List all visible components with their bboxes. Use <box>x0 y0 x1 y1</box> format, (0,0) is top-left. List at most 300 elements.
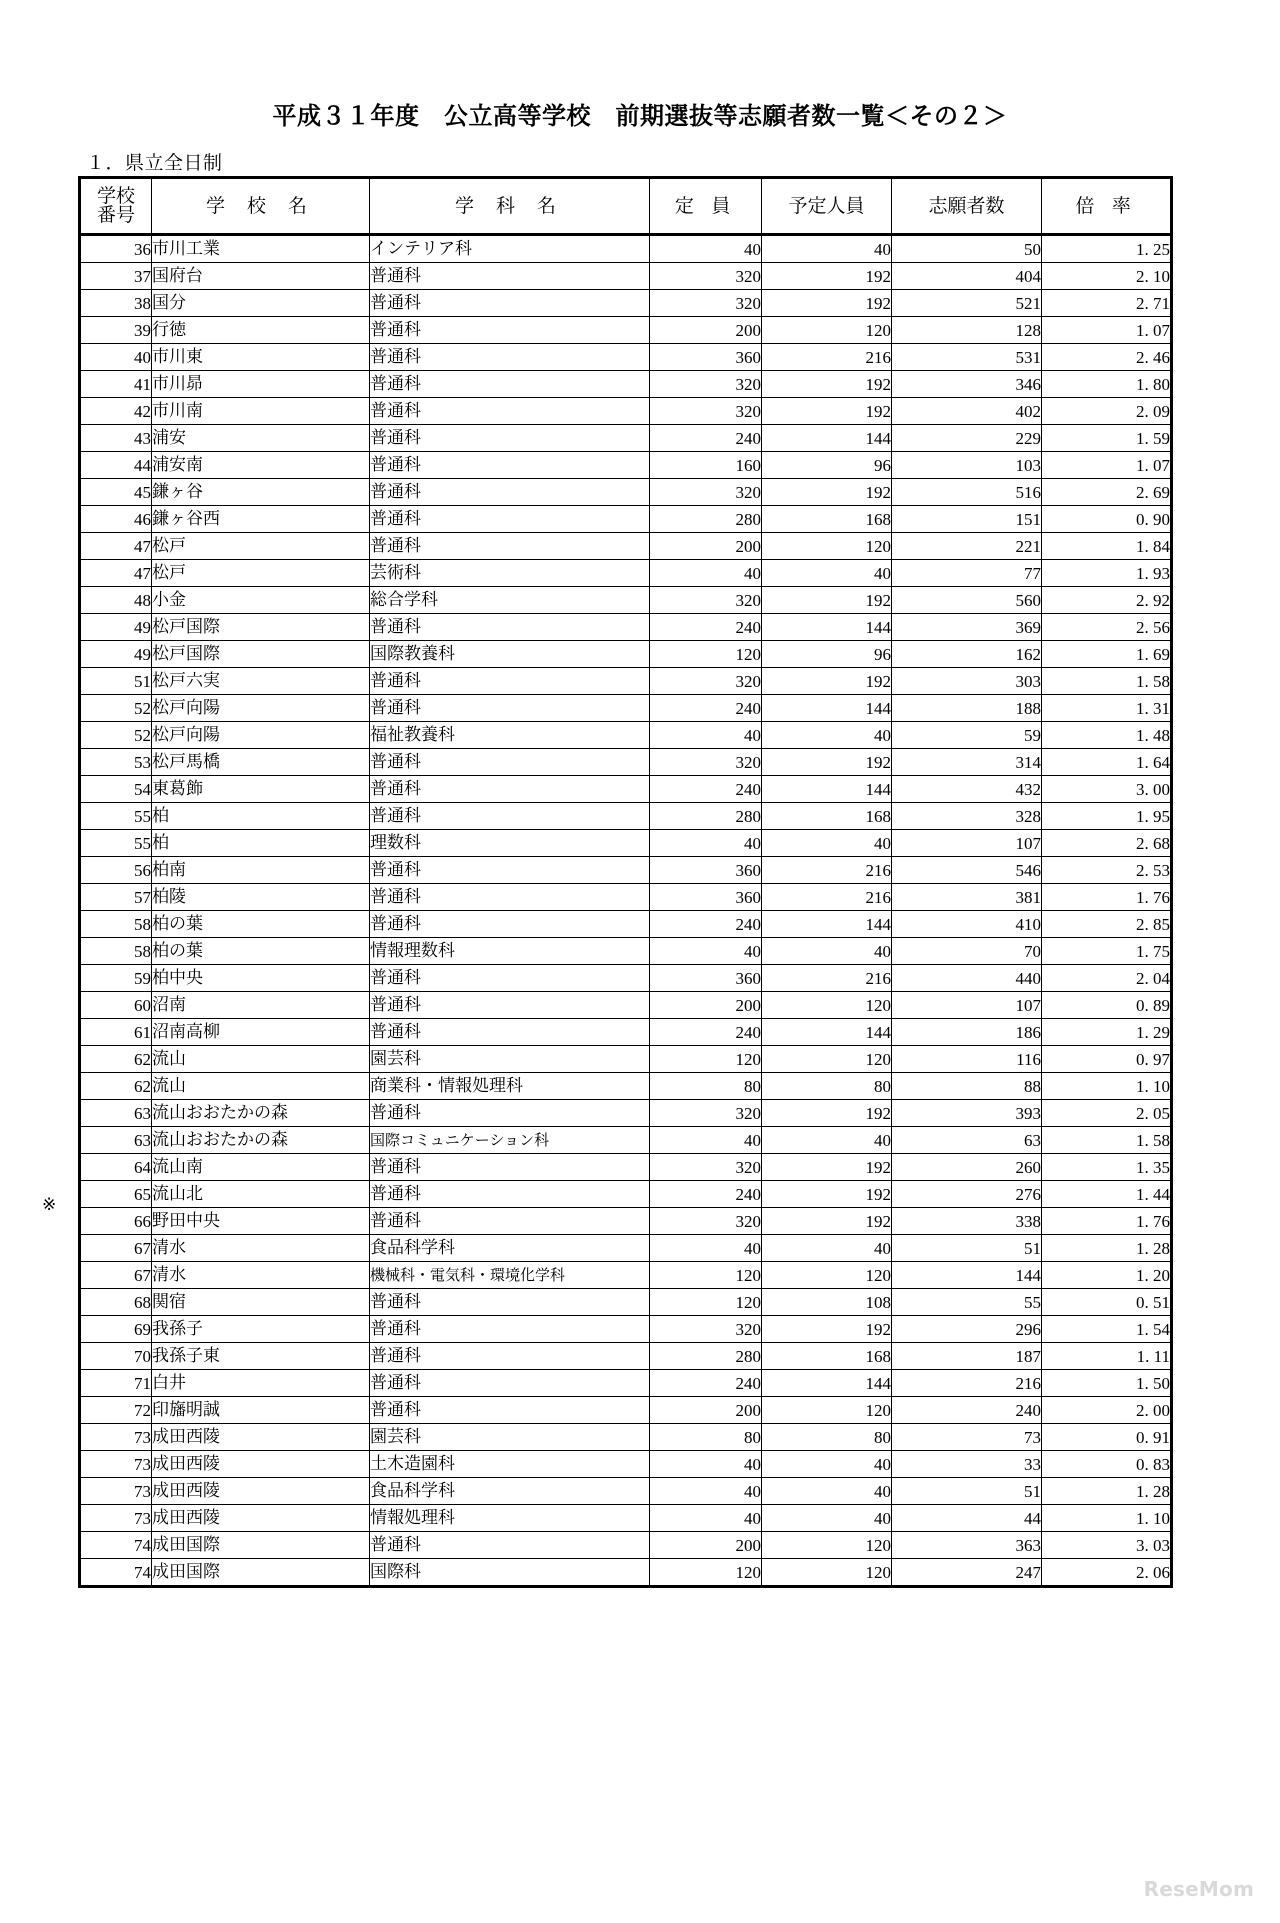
cell-ratio: 1. 29 <box>1042 1019 1172 1046</box>
cell-applicants: 516 <box>892 479 1042 506</box>
cell-dept: 普通科 <box>370 1532 650 1559</box>
cell-ratio: 2. 04 <box>1042 965 1172 992</box>
cell-ratio: 1. 07 <box>1042 452 1172 479</box>
cell-ratio: 1. 20 <box>1042 1262 1172 1289</box>
cell-dept: 普通科 <box>370 1289 650 1316</box>
cell-school: 浦安 <box>152 425 370 452</box>
cell-dept: 総合学科 <box>370 587 650 614</box>
cell-dept: 普通科 <box>370 857 650 884</box>
cell-applicants: 144 <box>892 1262 1042 1289</box>
cell-school: 清水 <box>152 1235 370 1262</box>
cell-planned: 40 <box>762 1127 892 1154</box>
cell-no: 62 <box>80 1073 152 1100</box>
table-row <box>80 803 1172 830</box>
cell-planned: 40 <box>762 1235 892 1262</box>
cell-dept: 福祉教養科 <box>370 722 650 749</box>
cell-ratio: 1. 28 <box>1042 1478 1172 1505</box>
cell-planned: 168 <box>762 803 892 830</box>
cell-applicants: 531 <box>892 344 1042 371</box>
table-row <box>80 749 1172 776</box>
cell-ratio: 1. 35 <box>1042 1154 1172 1181</box>
cell-applicants: 187 <box>892 1343 1042 1370</box>
cell-ratio: 1. 10 <box>1042 1073 1172 1100</box>
cell-capacity: 360 <box>650 344 762 371</box>
cell-dept: 普通科 <box>370 749 650 776</box>
table-row <box>80 1316 1172 1343</box>
cell-no: 52 <box>80 695 152 722</box>
cell-planned: 192 <box>762 1100 892 1127</box>
cell-no: 71 <box>80 1370 152 1397</box>
cell-capacity: 160 <box>650 452 762 479</box>
cell-applicants: 188 <box>892 695 1042 722</box>
cell-ratio: 1. 75 <box>1042 938 1172 965</box>
cell-ratio: 2. 92 <box>1042 587 1172 614</box>
cell-ratio: 1. 31 <box>1042 695 1172 722</box>
cell-no: 68 <box>80 1289 152 1316</box>
cell-applicants: 328 <box>892 803 1042 830</box>
cell-no: 45 <box>80 479 152 506</box>
cell-ratio: 1. 54 <box>1042 1316 1172 1343</box>
cell-applicants: 162 <box>892 641 1042 668</box>
cell-no: 41 <box>80 371 152 398</box>
cell-no: 60 <box>80 992 152 1019</box>
cell-school: 成田国際 <box>152 1532 370 1559</box>
cell-capacity: 240 <box>650 776 762 803</box>
table-row <box>80 398 1172 425</box>
table-header <box>80 178 1172 235</box>
cell-capacity: 120 <box>650 1046 762 1073</box>
cell-dept: 普通科 <box>370 1343 650 1370</box>
cell-no: 61 <box>80 1019 152 1046</box>
cell-school: 松戸向陽 <box>152 695 370 722</box>
cell-school: 松戸向陽 <box>152 722 370 749</box>
cell-school: 成田西陵 <box>152 1505 370 1532</box>
cell-ratio: 1. 50 <box>1042 1370 1172 1397</box>
cell-capacity: 40 <box>650 1505 762 1532</box>
cell-no: 49 <box>80 641 152 668</box>
cell-school: 柏 <box>152 830 370 857</box>
table-row <box>80 938 1172 965</box>
cell-applicants: 51 <box>892 1235 1042 1262</box>
cell-applicants: 276 <box>892 1181 1042 1208</box>
cell-ratio: 1. 64 <box>1042 749 1172 776</box>
cell-no: 63 <box>80 1127 152 1154</box>
cell-capacity: 200 <box>650 317 762 344</box>
row-marker-asterisk: ※ <box>42 1194 57 1215</box>
cell-capacity: 280 <box>650 803 762 830</box>
table-row <box>80 1397 1172 1424</box>
cell-school: 柏の葉 <box>152 911 370 938</box>
column-header-ratio: 倍 率 <box>1042 178 1172 235</box>
cell-school: 我孫子東 <box>152 1343 370 1370</box>
cell-planned: 144 <box>762 1019 892 1046</box>
cell-no: 38 <box>80 290 152 317</box>
cell-dept: 機械科・電気科・環境化学科 <box>370 1262 650 1289</box>
table-row <box>80 1046 1172 1073</box>
cell-capacity: 320 <box>650 1316 762 1343</box>
cell-planned: 192 <box>762 263 892 290</box>
cell-ratio: 1. 93 <box>1042 560 1172 587</box>
cell-planned: 168 <box>762 506 892 533</box>
cell-applicants: 103 <box>892 452 1042 479</box>
cell-school: 我孫子 <box>152 1316 370 1343</box>
cell-planned: 192 <box>762 1316 892 1343</box>
cell-applicants: 33 <box>892 1451 1042 1478</box>
cell-dept: 普通科 <box>370 290 650 317</box>
cell-no: 57 <box>80 884 152 911</box>
cell-no: 54 <box>80 776 152 803</box>
cell-ratio: 1. 25 <box>1042 235 1172 263</box>
cell-applicants: 186 <box>892 1019 1042 1046</box>
cell-school: 成田西陵 <box>152 1478 370 1505</box>
table-row <box>80 1181 1172 1208</box>
cell-applicants: 260 <box>892 1154 1042 1181</box>
cell-no: 49 <box>80 614 152 641</box>
cell-no: 51 <box>80 668 152 695</box>
cell-school: 小金 <box>152 587 370 614</box>
cell-dept: 普通科 <box>370 425 650 452</box>
table-row <box>80 695 1172 722</box>
cell-no: 64 <box>80 1154 152 1181</box>
cell-no: 67 <box>80 1262 152 1289</box>
cell-dept: 普通科 <box>370 965 650 992</box>
cell-applicants: 73 <box>892 1424 1042 1451</box>
cell-dept: 普通科 <box>370 1208 650 1235</box>
cell-school: 流山 <box>152 1073 370 1100</box>
cell-school: 松戸 <box>152 560 370 587</box>
cell-school: 市川工業 <box>152 235 370 263</box>
cell-capacity: 320 <box>650 1154 762 1181</box>
cell-applicants: 296 <box>892 1316 1042 1343</box>
cell-capacity: 120 <box>650 1289 762 1316</box>
cell-ratio: 1. 58 <box>1042 1127 1172 1154</box>
cell-ratio: 1. 48 <box>1042 722 1172 749</box>
cell-school: 成田西陵 <box>152 1424 370 1451</box>
cell-dept: 土木造園科 <box>370 1451 650 1478</box>
cell-school: 鎌ヶ谷 <box>152 479 370 506</box>
cell-planned: 216 <box>762 344 892 371</box>
cell-no: 59 <box>80 965 152 992</box>
cell-ratio: 0. 83 <box>1042 1451 1172 1478</box>
cell-school: 行徳 <box>152 317 370 344</box>
column-header-planned: 予定人員 <box>762 178 892 235</box>
table-row <box>80 235 1172 263</box>
table-row <box>80 560 1172 587</box>
cell-capacity: 320 <box>650 1100 762 1127</box>
cell-capacity: 320 <box>650 371 762 398</box>
cell-capacity: 120 <box>650 1262 762 1289</box>
column-header-school-number-line1: 学校 <box>96 185 135 207</box>
cell-school: 成田西陵 <box>152 1451 370 1478</box>
cell-dept: 国際コミュニケーション科 <box>370 1127 650 1154</box>
cell-planned: 40 <box>762 560 892 587</box>
cell-applicants: 247 <box>892 1559 1042 1587</box>
cell-applicants: 63 <box>892 1127 1042 1154</box>
cell-dept: 普通科 <box>370 695 650 722</box>
cell-capacity: 80 <box>650 1073 762 1100</box>
cell-no: 52 <box>80 722 152 749</box>
cell-school: 国分 <box>152 290 370 317</box>
cell-no: 62 <box>80 1046 152 1073</box>
column-header-department: 学 科 名 <box>370 178 650 235</box>
cell-ratio: 1. 10 <box>1042 1505 1172 1532</box>
cell-capacity: 320 <box>650 290 762 317</box>
cell-planned: 120 <box>762 1559 892 1587</box>
column-header-capacity: 定 員 <box>650 178 762 235</box>
cell-no: 70 <box>80 1343 152 1370</box>
column-header-school-number-line2: 番号 <box>96 204 135 226</box>
cell-ratio: 0. 97 <box>1042 1046 1172 1073</box>
cell-ratio: 2. 06 <box>1042 1559 1172 1587</box>
cell-ratio: 2. 05 <box>1042 1100 1172 1127</box>
cell-planned: 144 <box>762 425 892 452</box>
cell-school: 市川南 <box>152 398 370 425</box>
cell-capacity: 40 <box>650 1478 762 1505</box>
cell-planned: 96 <box>762 452 892 479</box>
cell-dept: 普通科 <box>370 992 650 1019</box>
cell-dept: 普通科 <box>370 506 650 533</box>
cell-no: 73 <box>80 1424 152 1451</box>
table-row <box>80 1505 1172 1532</box>
cell-applicants: 369 <box>892 614 1042 641</box>
cell-planned: 216 <box>762 965 892 992</box>
cell-applicants: 128 <box>892 317 1042 344</box>
cell-applicants: 88 <box>892 1073 1042 1100</box>
cell-ratio: 1. 07 <box>1042 317 1172 344</box>
cell-dept: 園芸科 <box>370 1046 650 1073</box>
cell-dept: 情報処理科 <box>370 1505 650 1532</box>
cell-no: 47 <box>80 533 152 560</box>
cell-capacity: 240 <box>650 695 762 722</box>
cell-applicants: 521 <box>892 290 1042 317</box>
cell-planned: 216 <box>762 884 892 911</box>
cell-dept: 普通科 <box>370 776 650 803</box>
table-row <box>80 992 1172 1019</box>
cell-ratio: 0. 91 <box>1042 1424 1172 1451</box>
cell-planned: 108 <box>762 1289 892 1316</box>
cell-applicants: 303 <box>892 668 1042 695</box>
cell-school: 松戸馬橋 <box>152 749 370 776</box>
cell-dept: 食品科学科 <box>370 1478 650 1505</box>
column-header-applicants: 志願者数 <box>892 178 1042 235</box>
cell-capacity: 40 <box>650 722 762 749</box>
table-row <box>80 1073 1172 1100</box>
table-row <box>80 1154 1172 1181</box>
cell-no: 47 <box>80 560 152 587</box>
cell-school: 市川東 <box>152 344 370 371</box>
header-row <box>80 178 1172 235</box>
cell-dept: 普通科 <box>370 668 650 695</box>
cell-planned: 192 <box>762 1208 892 1235</box>
page-title: 平成３１年度 公立高等学校 前期選抜等志願者数一覧＜その２＞ <box>272 102 1008 130</box>
cell-ratio: 1. 76 <box>1042 884 1172 911</box>
cell-no: 55 <box>80 803 152 830</box>
cell-planned: 168 <box>762 1343 892 1370</box>
cell-school: 松戸国際 <box>152 614 370 641</box>
cell-no: 67 <box>80 1235 152 1262</box>
cell-dept: 国際教養科 <box>370 641 650 668</box>
cell-capacity: 200 <box>650 1532 762 1559</box>
table-row <box>80 506 1172 533</box>
cell-planned: 192 <box>762 371 892 398</box>
table-row <box>80 776 1172 803</box>
cell-school: 柏陵 <box>152 884 370 911</box>
cell-dept: 普通科 <box>370 1181 650 1208</box>
table-row <box>80 722 1172 749</box>
cell-no: 43 <box>80 425 152 452</box>
column-header-school-name: 学 校 名 <box>152 178 370 235</box>
cell-dept: 商業科・情報処理科 <box>370 1073 650 1100</box>
cell-dept: 普通科 <box>370 263 650 290</box>
cell-applicants: 107 <box>892 992 1042 1019</box>
cell-applicants: 151 <box>892 506 1042 533</box>
cell-dept: 理数科 <box>370 830 650 857</box>
cell-capacity: 320 <box>650 587 762 614</box>
cell-dept: 普通科 <box>370 1019 650 1046</box>
cell-applicants: 51 <box>892 1478 1042 1505</box>
cell-no: 73 <box>80 1451 152 1478</box>
cell-planned: 192 <box>762 479 892 506</box>
cell-dept: 普通科 <box>370 344 650 371</box>
cell-dept: 情報理数科 <box>370 938 650 965</box>
cell-no: 36 <box>80 235 152 263</box>
table-row <box>80 479 1172 506</box>
table-row <box>80 857 1172 884</box>
cell-school: 流山 <box>152 1046 370 1073</box>
cell-applicants: 229 <box>892 425 1042 452</box>
cell-no: 58 <box>80 938 152 965</box>
cell-capacity: 240 <box>650 1019 762 1046</box>
table-row <box>80 884 1172 911</box>
cell-dept: 普通科 <box>370 614 650 641</box>
cell-school: 柏南 <box>152 857 370 884</box>
cell-applicants: 393 <box>892 1100 1042 1127</box>
cell-capacity: 240 <box>650 425 762 452</box>
column-header-school-number <box>80 178 152 235</box>
cell-no: 69 <box>80 1316 152 1343</box>
cell-capacity: 240 <box>650 911 762 938</box>
cell-applicants: 346 <box>892 371 1042 398</box>
table-row <box>80 1019 1172 1046</box>
cell-dept: 普通科 <box>370 1316 650 1343</box>
table-row <box>80 614 1172 641</box>
cell-capacity: 240 <box>650 1181 762 1208</box>
cell-applicants: 77 <box>892 560 1042 587</box>
cell-dept: 国際科 <box>370 1559 650 1587</box>
cell-planned: 120 <box>762 992 892 1019</box>
table-row <box>80 1127 1172 1154</box>
cell-dept: 普通科 <box>370 1100 650 1127</box>
table-row <box>80 344 1172 371</box>
cell-ratio: 2. 71 <box>1042 290 1172 317</box>
cell-ratio: 1. 69 <box>1042 641 1172 668</box>
cell-applicants: 404 <box>892 263 1042 290</box>
cell-planned: 120 <box>762 1397 892 1424</box>
cell-applicants: 55 <box>892 1289 1042 1316</box>
cell-no: 42 <box>80 398 152 425</box>
table-row <box>80 641 1172 668</box>
table-row <box>80 587 1172 614</box>
cell-planned: 192 <box>762 1181 892 1208</box>
cell-ratio: 1. 59 <box>1042 425 1172 452</box>
cell-capacity: 320 <box>650 668 762 695</box>
table-body <box>80 235 1172 1587</box>
cell-planned: 192 <box>762 668 892 695</box>
section-heading: １．県立全日制 <box>86 152 223 174</box>
cell-ratio: 2. 09 <box>1042 398 1172 425</box>
cell-no: 48 <box>80 587 152 614</box>
table-row <box>80 317 1172 344</box>
cell-no: 58 <box>80 911 152 938</box>
cell-school: 流山おおたかの森 <box>152 1100 370 1127</box>
cell-capacity: 80 <box>650 1424 762 1451</box>
cell-ratio: 0. 51 <box>1042 1289 1172 1316</box>
cell-applicants: 240 <box>892 1397 1042 1424</box>
cell-applicants: 70 <box>892 938 1042 965</box>
cell-capacity: 240 <box>650 614 762 641</box>
cell-applicants: 410 <box>892 911 1042 938</box>
cell-planned: 192 <box>762 587 892 614</box>
cell-no: 46 <box>80 506 152 533</box>
cell-applicants: 560 <box>892 587 1042 614</box>
table-row <box>80 911 1172 938</box>
cell-capacity: 280 <box>650 506 762 533</box>
cell-applicants: 44 <box>892 1505 1042 1532</box>
cell-school: 国府台 <box>152 263 370 290</box>
cell-applicants: 216 <box>892 1370 1042 1397</box>
cell-planned: 120 <box>762 533 892 560</box>
cell-capacity: 40 <box>650 938 762 965</box>
cell-dept: 普通科 <box>370 1397 650 1424</box>
cell-no: 39 <box>80 317 152 344</box>
cell-planned: 80 <box>762 1073 892 1100</box>
cell-capacity: 360 <box>650 965 762 992</box>
table-row <box>80 1478 1172 1505</box>
cell-planned: 40 <box>762 1478 892 1505</box>
table-row <box>80 425 1172 452</box>
cell-dept: 普通科 <box>370 884 650 911</box>
cell-ratio: 0. 90 <box>1042 506 1172 533</box>
cell-dept: 園芸科 <box>370 1424 650 1451</box>
cell-school: 沼南高柳 <box>152 1019 370 1046</box>
cell-capacity: 120 <box>650 641 762 668</box>
table-row <box>80 371 1172 398</box>
cell-school: 東葛飾 <box>152 776 370 803</box>
table-row <box>80 1532 1172 1559</box>
cell-dept: 普通科 <box>370 371 650 398</box>
cell-capacity: 200 <box>650 1397 762 1424</box>
table-row <box>80 1235 1172 1262</box>
cell-ratio: 2. 69 <box>1042 479 1172 506</box>
cell-dept: 普通科 <box>370 911 650 938</box>
table-row <box>80 668 1172 695</box>
cell-dept: 芸術科 <box>370 560 650 587</box>
cell-ratio: 2. 10 <box>1042 263 1172 290</box>
cell-planned: 144 <box>762 614 892 641</box>
cell-ratio: 2. 85 <box>1042 911 1172 938</box>
cell-planned: 120 <box>762 317 892 344</box>
cell-planned: 40 <box>762 235 892 263</box>
cell-ratio: 1. 58 <box>1042 668 1172 695</box>
cell-school: 沼南 <box>152 992 370 1019</box>
cell-school: 印旛明誠 <box>152 1397 370 1424</box>
cell-ratio: 2. 68 <box>1042 830 1172 857</box>
cell-capacity: 320 <box>650 1208 762 1235</box>
cell-planned: 40 <box>762 722 892 749</box>
cell-capacity: 360 <box>650 884 762 911</box>
cell-applicants: 221 <box>892 533 1042 560</box>
cell-no: 37 <box>80 263 152 290</box>
